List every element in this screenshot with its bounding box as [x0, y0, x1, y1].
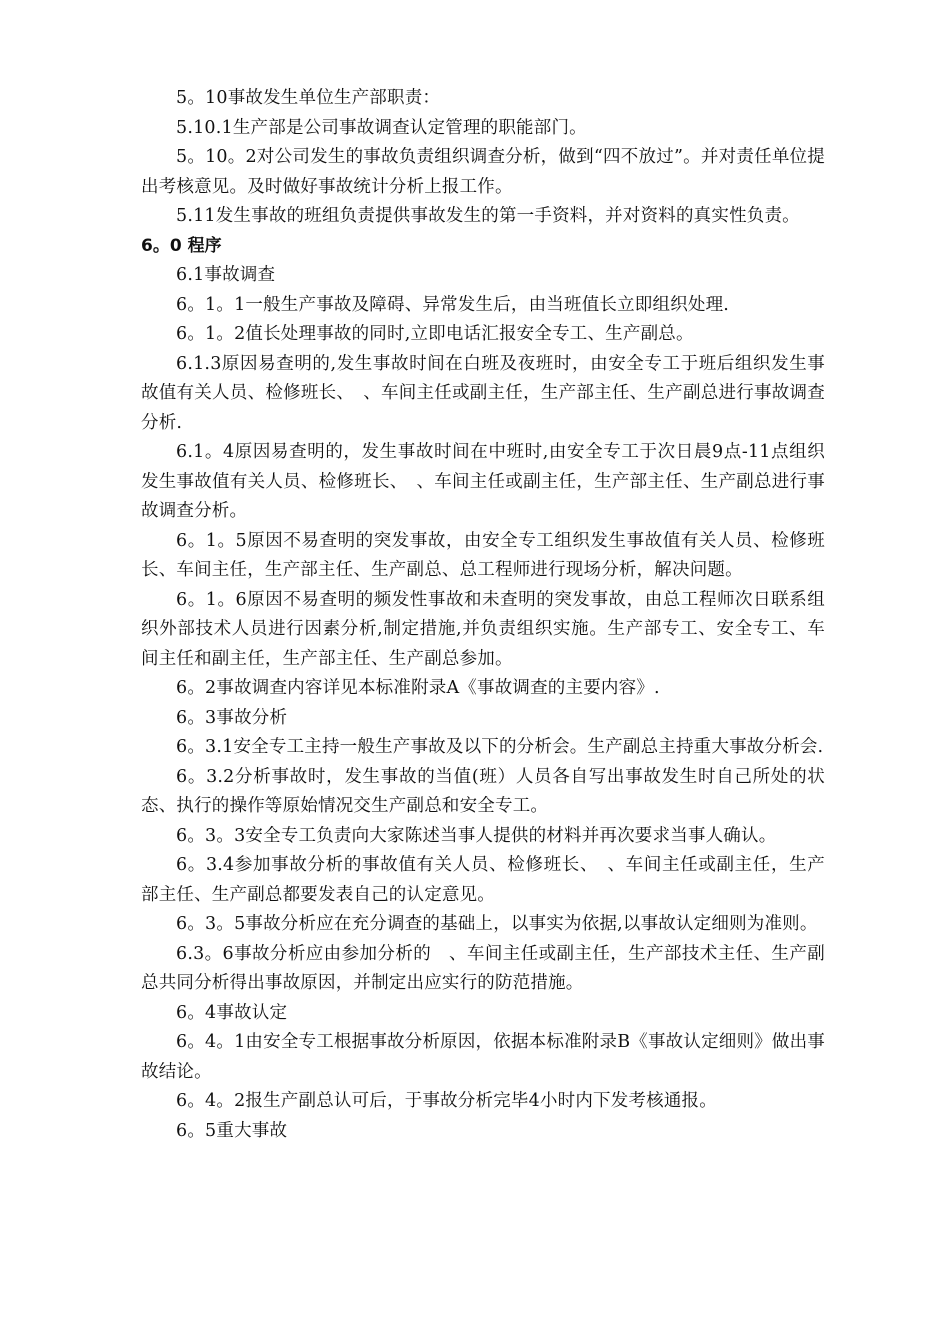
paragraph-5-10-1: 5.10.1生产部是公司事故调查认定管理的职能部门。	[176, 117, 587, 138]
subheading-6-4: 6。4事故认定	[176, 1002, 288, 1023]
paragraph-6-3-4: 6。3.4参加事故分析的事故值有关人员、检修班长、 、车间主任或副主任，生产部主任、生产副总都要发表自己的认定意见。	[141, 855, 825, 905]
paragraph-6-1-2: 6。1。2值长处理事故的同时,立即电话汇报安全专工、生产副总。	[176, 324, 694, 344]
subheading-6-1: 6.1事故调查	[176, 265, 276, 285]
paragraph-6-3-5: 6。3。5事故分析应在充分调查的基础上，以事实为依据,以事故认定细则为准则。	[176, 914, 818, 934]
paragraph-6-3-2: 6。3.2分析事故时，发生事故的当值(班）人员各自写出事故发生时自己所处的状态、执行的操作等原始情况交生产副总和安全专工。	[141, 766, 825, 816]
paragraph-6-4-1: 6。4。1由安全专工根据事故分析原因，依据本标准附录B《事故认定细则》做出事故结论。	[141, 1032, 825, 1082]
paragraph-5-10-2: 5。10。2对公司发生的事故负责组织调查分析，做到“四不放过”。并对责任单位提出考核意见。及时做好事故统计分析上报工作。	[141, 147, 825, 197]
paragraph-5-10: 5。10事故发生单位生产部职责：	[176, 88, 441, 108]
paragraph-6-3-3: 6。3。3安全专工负责向大家陈述当事人提供的材料并再次要求当事人确认。	[176, 825, 777, 846]
document-body	[141, 84, 825, 1146]
paragraph-6-2: 6。2事故调查内容详见本标准附录A《事故调查的主要内容》.	[176, 678, 660, 698]
paragraph-6-1-5: 6。1。5原因不易查明的突发事故，由安全专工组织发生事故值有关人员、检修班长、车间主任，生产部主任、生产副总、总工程师进行现场分析，解决问题。	[141, 530, 825, 580]
paragraph-6-1-1: 6。1。1一般生产事故及障碍、异常发生后，由当班值长立即组织处理.	[176, 294, 730, 315]
subheading-6-3: 6。3事故分析	[176, 707, 288, 728]
paragraph-6-1-3: 6.1.3原因易查明的,发生事故时间在白班及夜班时，由安全专工于班后组织发生事故值有关人员、检修班长、 、车间主任或副主任，生产部主任、生产副总进行事故调查分析.	[141, 353, 825, 433]
paragraph-6-3-1: 6。3.1安全专工主持一般生产事故及以下的分析会。生产副总主持重大事故分析会.	[176, 737, 824, 757]
section-heading-6-0: 6。0 程序	[141, 235, 222, 256]
paragraph-6-4-2: 6。4。2报生产副总认可后，于事故分析完毕4小时内下发考核通报。	[176, 1091, 717, 1111]
paragraph-5-11: 5.11发生事故的班组负责提供事故发生的第一手资料，并对资料的真实性负责。	[176, 206, 800, 226]
paragraph-6-1-6: 6。1。6原因不易查明的频发性事故和未查明的突发事故，由总工程师次日联系组织外部技术人员进行因素分析,制定措施,并负责组织实施。生产部专工、安全专工、车间主任和副主任，生产部主任、生产副总参加。	[141, 589, 825, 669]
subheading-6-5: 6。5重大事故	[176, 1120, 288, 1141]
paragraph-6-1-4: 6.1。4原因易查明的，发生事故时间在中班时,由安全专工于次日晨9点-11点组织发生事故值有关人员、检修班长、 、车间主任或副主任，生产部主任、生产副总进行事故调查分析。	[141, 442, 825, 521]
paragraph-6-3-6: 6.3。6事故分析应由参加分析的 、车间主任或副主任，生产部技术主任、生产副总共同分析得出事故原因，并制定出应实行的防范措施。	[141, 943, 825, 993]
